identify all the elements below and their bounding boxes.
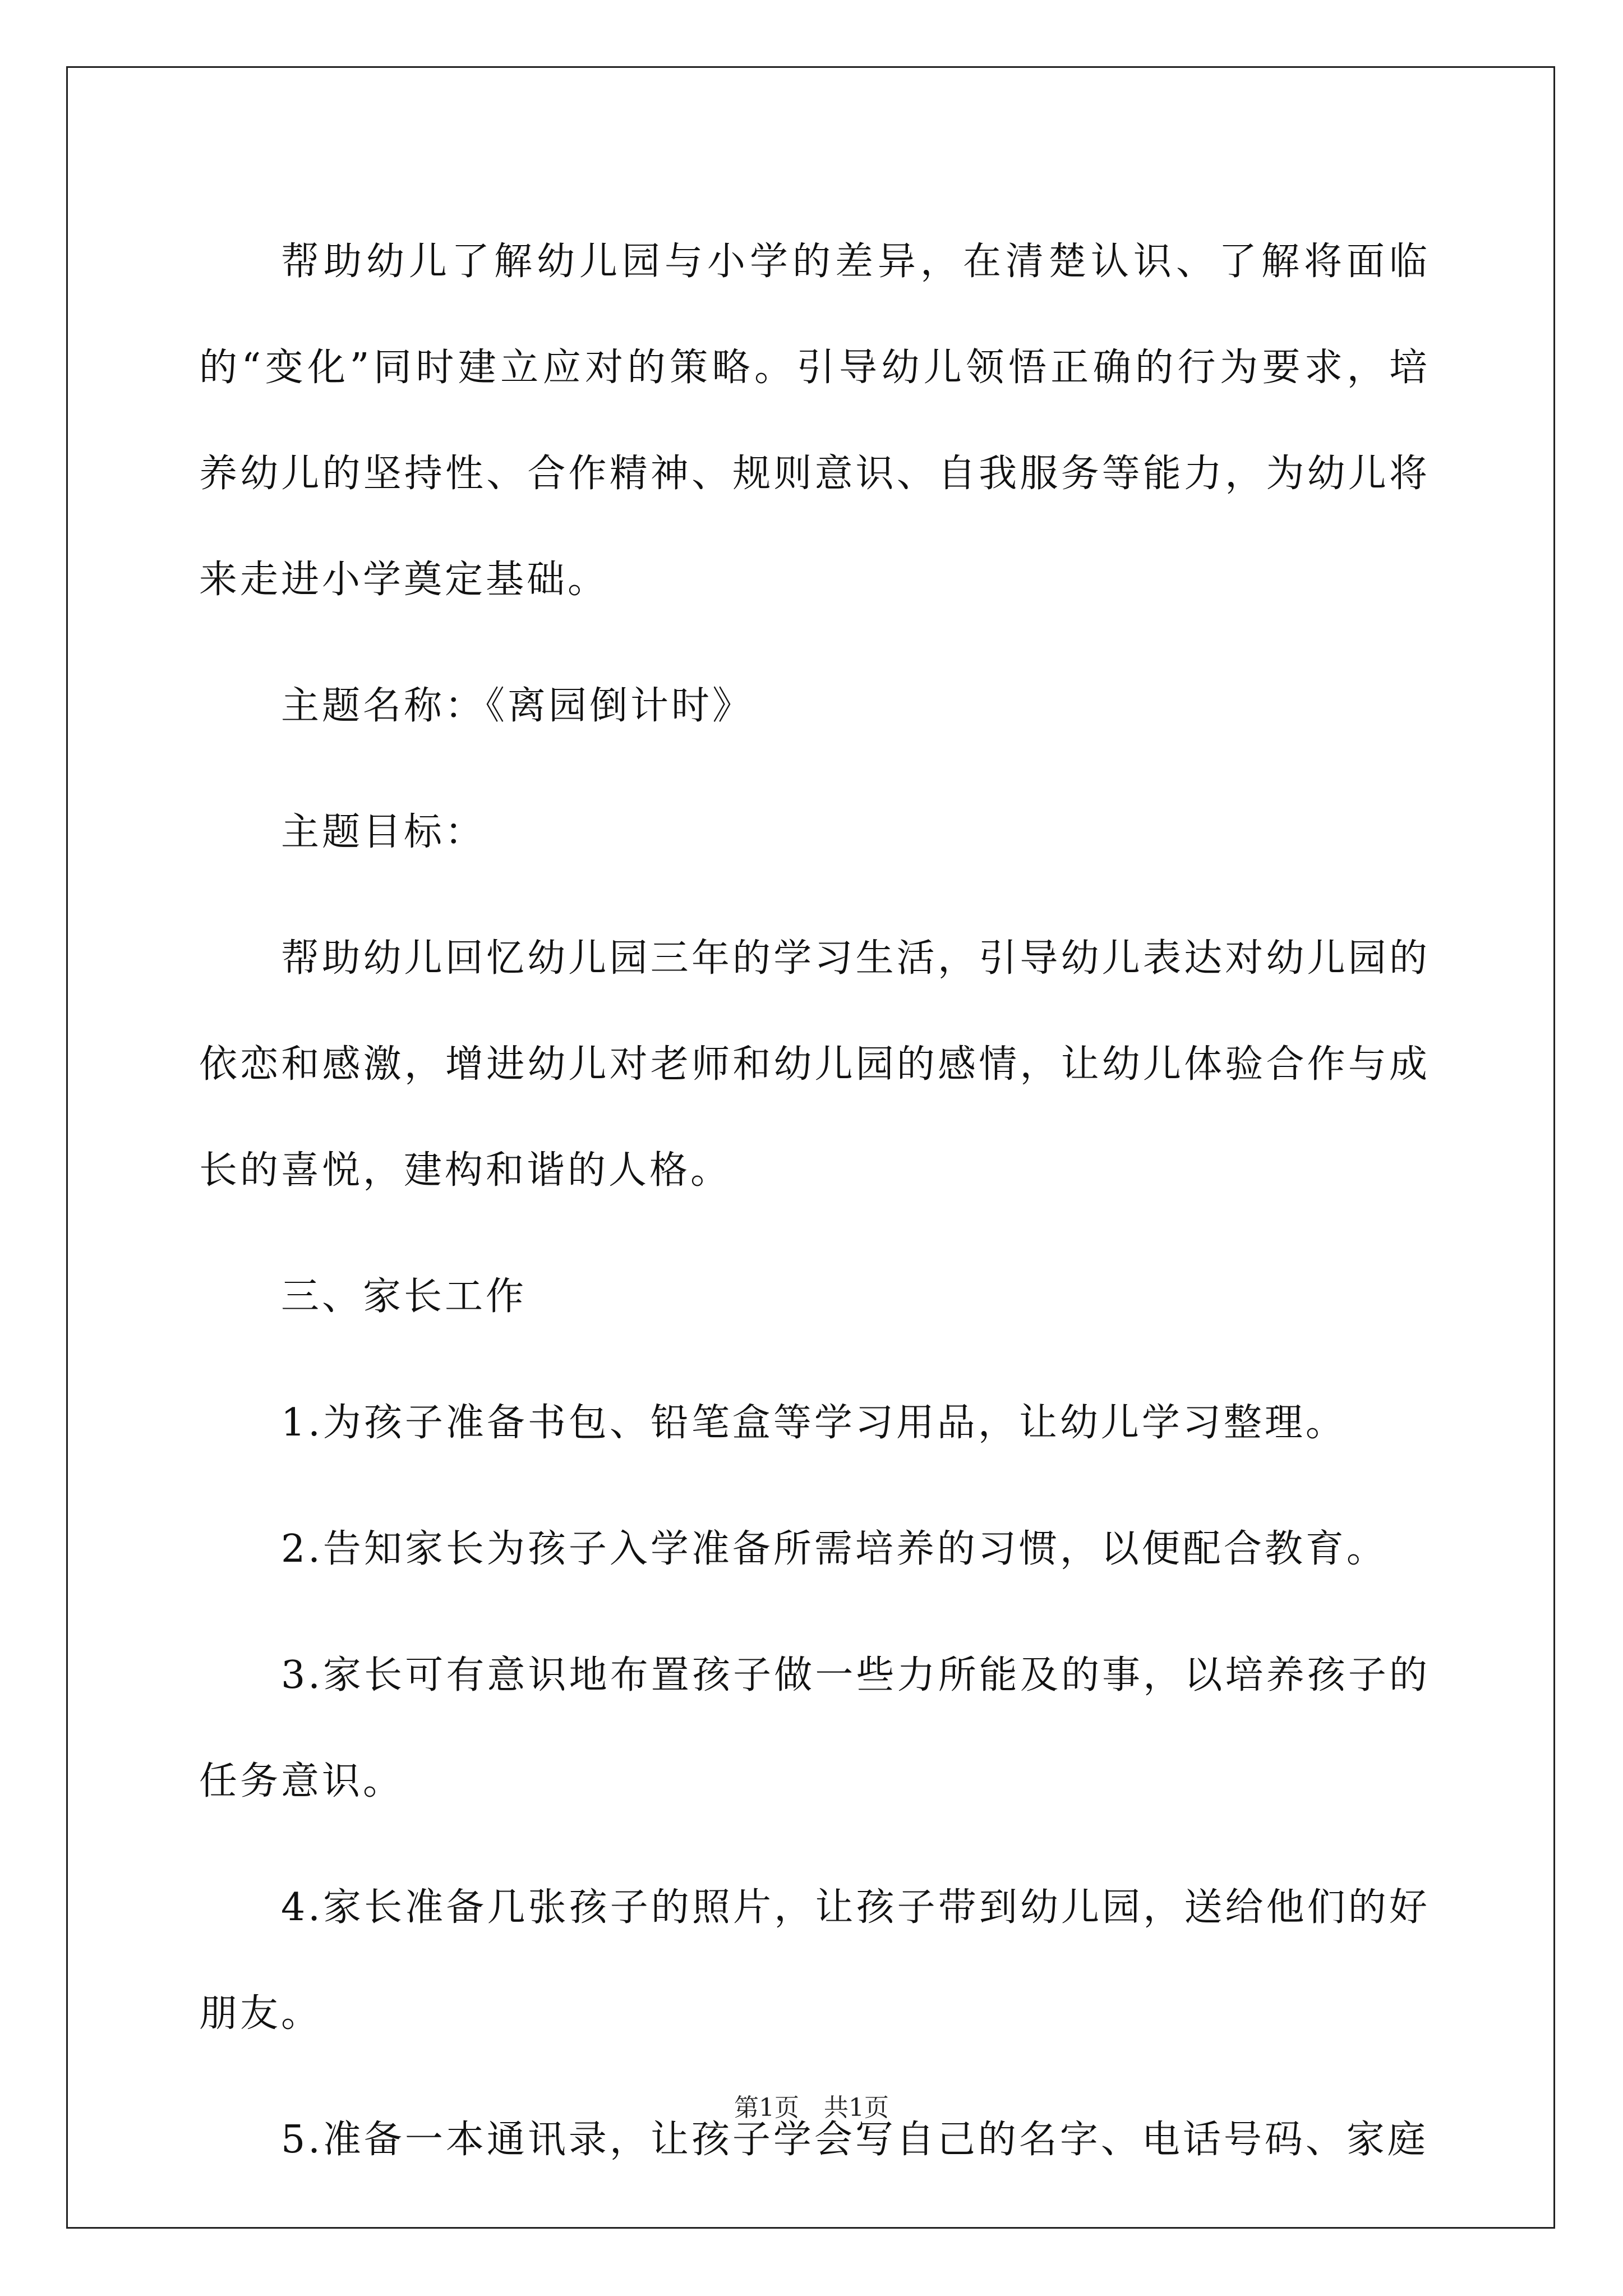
list-item-5: 5.准备一本通讯录，让孩子学会写自己的名字、电话号码、家庭: [281, 2118, 1428, 2162]
paragraph-theme-goal-heading: 主题目标：: [281, 810, 486, 854]
paragraph-intro: 帮助幼儿了解幼儿园与小学的差异，在清楚认识、了解将面临的“变化”同时建立应对的策略。引导幼儿领悟正确的行为要求，培养幼儿的坚持性、合作精神、规则意识、自我服务等能力，为幼儿将来走进小学奠定基础。: [199, 240, 1430, 602]
document-body: [199, 209, 1430, 2213]
list-item-1: 1.为孩子准备书包、铅笔盒等学习用品，让幼儿学习整理。: [281, 1401, 1347, 1445]
paragraph-theme-goal: 帮助幼儿回忆幼儿园三年的学习生活，引导幼儿表达对幼儿园的依恋和感激，增进幼儿对老师和幼儿园的感情，让幼儿体验合作与成长的喜悦，建构和谐的人格。: [199, 936, 1430, 1193]
list-item-3: 3.家长可有意识地布置孩子做一些力所能及的事，以培养孩子的任务意识。: [199, 1653, 1430, 1803]
section-heading-parent-work: 三、家长工作: [281, 1274, 527, 1319]
paragraph-theme-name: 主题名称：《离园倒计时》: [281, 684, 754, 728]
list-item-2: 2.告知家长为孩子入学准备所需培养的习惯，以便配合教育。: [281, 1527, 1387, 1571]
page-footer: 第1页 共1页: [734, 2093, 889, 2122]
list-item-4: 4.家长准备几张孩子的照片，让孩子带到幼儿园，送给他们的好朋友。: [199, 1885, 1430, 2036]
